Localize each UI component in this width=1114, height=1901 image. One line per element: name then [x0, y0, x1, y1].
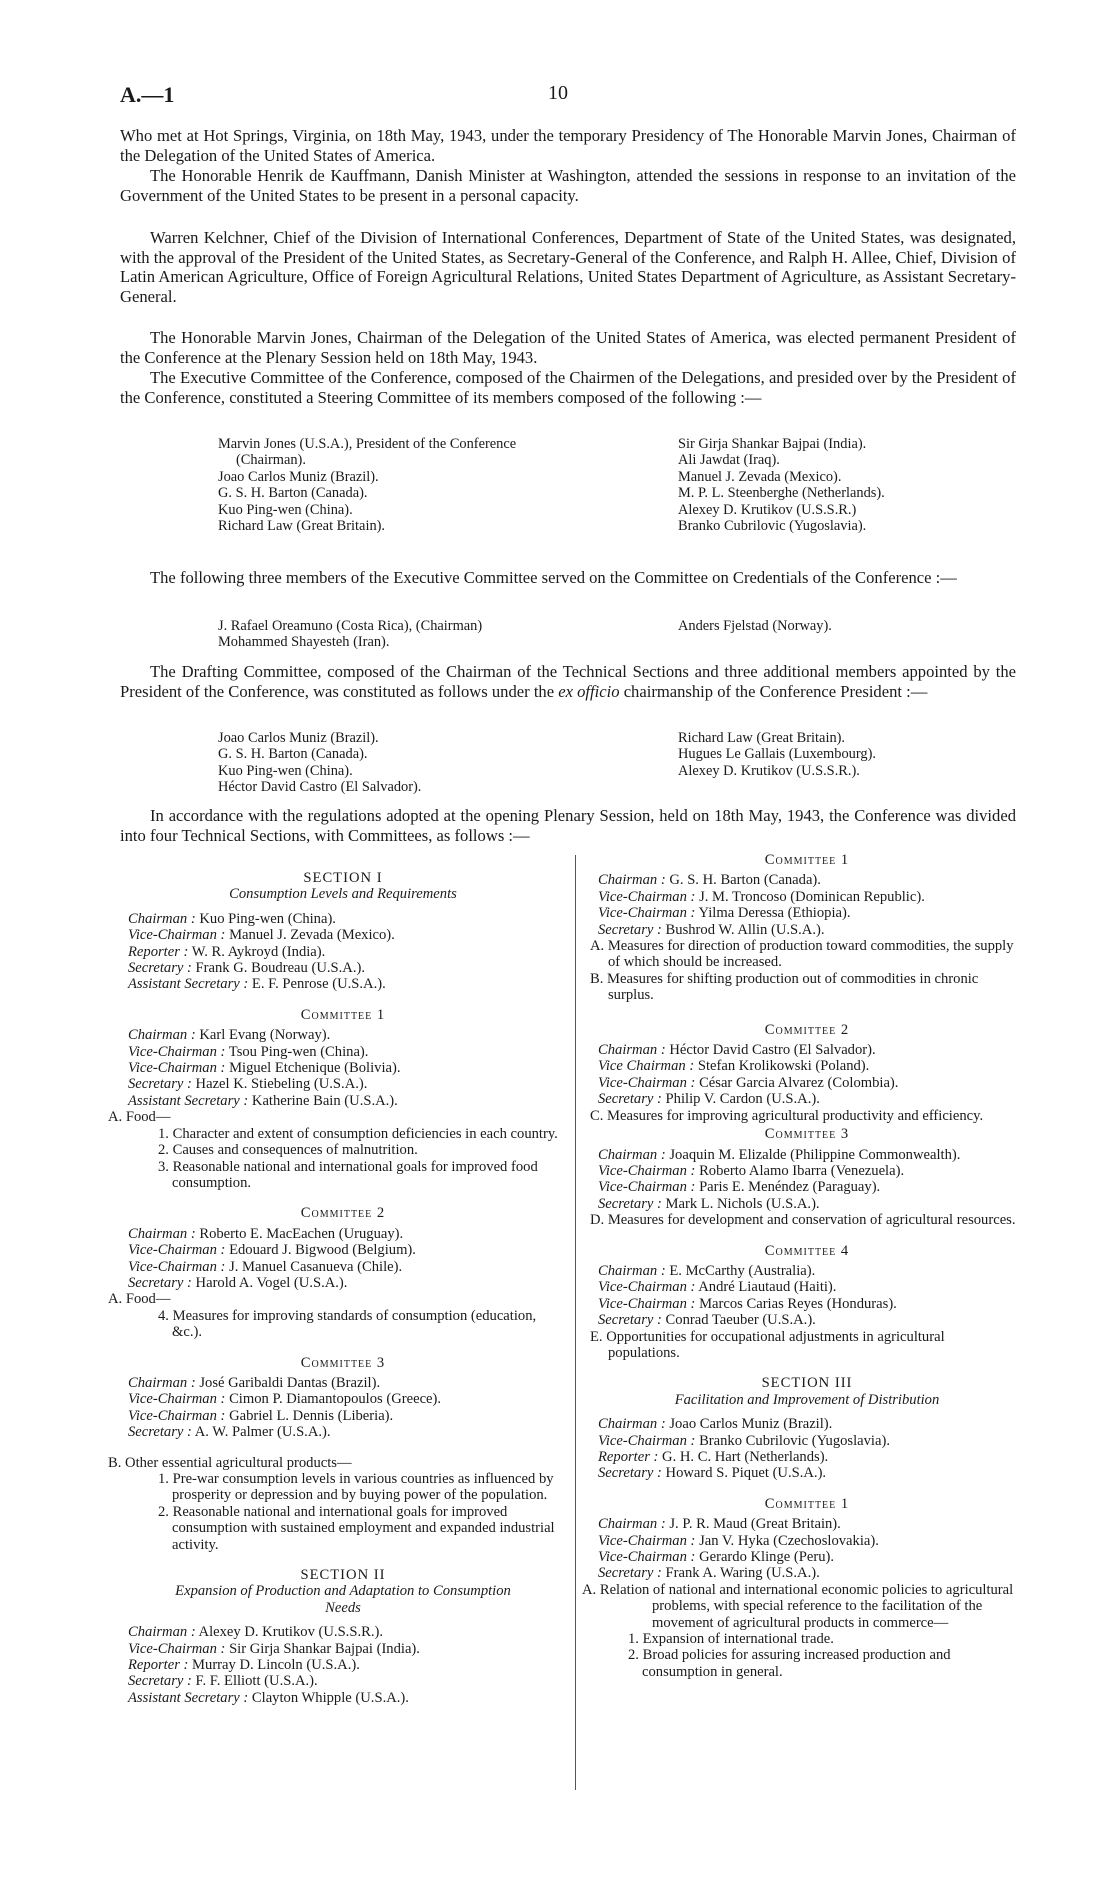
- officer-role: Vice-Chairman :: [128, 1242, 226, 1259]
- committee-title: Committee 2: [300, 1205, 386, 1222]
- committee-title: Committee 3: [764, 1126, 850, 1143]
- paragraph-president-elected: The Honorable Marvin Jones, Chairman of the Delegation of the United States of America, was elected permanent President of the Conference at the Plenary Session held on 18th May, 1943.: [120, 328, 1016, 367]
- committee-title: Committee 1: [764, 852, 850, 868]
- officer-line: [598, 1312, 1016, 1328]
- officer-role: Secretary :: [128, 1673, 192, 1690]
- officer-role: Reporter :: [598, 1449, 659, 1465]
- officer-name: Stefan Krolikowski (Poland).: [697, 1058, 870, 1075]
- officer-line: [598, 872, 1016, 888]
- officer-line: [128, 1624, 558, 1640]
- officer-line: [128, 1275, 558, 1291]
- officer-name: Clayton Whipple (U.S.A.).: [251, 1689, 409, 1706]
- officer-role: Chairman :: [598, 872, 666, 889]
- officer-name: F. F. Elliott (U.S.A.).: [195, 1673, 318, 1690]
- officer-name: Gerardo Klinge (Peru).: [699, 1549, 835, 1566]
- officer-role: Chairman :: [598, 1146, 666, 1163]
- committee-title: Committee 4: [764, 1242, 850, 1259]
- committee-title: Committee 2: [764, 1021, 850, 1038]
- officer-line: [598, 1179, 1016, 1195]
- officer-name: Sir Girja Shankar Bajpai (India).: [229, 1640, 420, 1657]
- officer-name: Joao Carlos Muniz (Brazil).: [669, 1416, 833, 1433]
- drafting-list-left: [218, 730, 421, 796]
- officer-line: [128, 976, 558, 992]
- list-item: G. S. H. Barton (Canada).: [218, 746, 368, 763]
- officer-name: A. W. Palmer (U.S.A.).: [194, 1424, 331, 1441]
- officer-line: [128, 1375, 558, 1391]
- officer-line: [598, 1516, 1016, 1532]
- list-item: Hugues Le Gallais (Luxembourg).: [678, 746, 876, 763]
- officer-role: Vice-Chairman :: [598, 1549, 696, 1566]
- officer-name: J. Manuel Casanueva (Chile).: [229, 1258, 403, 1275]
- officer-role: Secretary :: [128, 1424, 192, 1441]
- topic-item: 4. Measures for improving standards of consumption (education, &c.).: [158, 1307, 537, 1341]
- topic-item: 2. Broad policies for assuring increased production and consumption in general.: [628, 1647, 951, 1680]
- topic-item: A. Measures for direction of production toward commodities, the supply of which should be increased.: [590, 938, 1014, 971]
- document-section-code: A.—1: [120, 82, 175, 107]
- officer-name: Manuel J. Zevada (Mexico).: [229, 927, 395, 944]
- steering-list-right: [678, 436, 885, 534]
- officer-line: [128, 1391, 558, 1407]
- officer-line: [598, 1196, 1016, 1212]
- officer-line: [598, 889, 1016, 905]
- paragraph-credentials: The following three members of the Executive Committee served on the Committee on Credentials of the Conference :—: [150, 568, 957, 587]
- officer-role: Vice-Chairman :: [598, 905, 696, 922]
- topic-item: 1. Expansion of international trade.: [628, 1631, 834, 1648]
- list-item: J. Rafael Oreamuno (Costa Rica), (Chairman): [218, 618, 483, 634]
- committee-title: Committee 1: [764, 1495, 850, 1512]
- officer-role: Assistant Secretary :: [128, 976, 249, 993]
- officer-role: Chairman :: [598, 1516, 666, 1533]
- officer-role: Secretary :: [598, 1565, 662, 1582]
- officer-line: [598, 1296, 1016, 1312]
- officer-line: [128, 1641, 558, 1657]
- officer-line: [128, 1242, 558, 1258]
- officer-role: Secretary :: [598, 1465, 662, 1482]
- officer-name: Bushrod W. Allin (U.S.A.).: [665, 921, 825, 938]
- officer-line: [598, 1147, 1016, 1163]
- officer-line: [128, 1027, 558, 1043]
- officer-name: E. McCarthy (Australia).: [669, 1262, 816, 1279]
- officer-name: Joaquin M. Elizalde (Philippine Commonwealth).: [669, 1146, 961, 1163]
- officer-name: Kuo Ping-wen (China).: [199, 910, 336, 927]
- topic-item: E. Opportunities for occupational adjustments in agricultural populations.: [590, 1328, 945, 1361]
- section-title: SECTION I: [303, 870, 383, 886]
- paragraph-hot-springs: Who met at Hot Springs, Virginia, on 18th May, 1943, under the temporary Presidency of The Honorable Marvin Jones, Chairman of the Delegation of the United States of America.: [120, 126, 1016, 165]
- officer-role: Vice-Chairman :: [598, 1162, 696, 1179]
- officer-line: [598, 1465, 1016, 1481]
- officer-role: Chairman :: [598, 1416, 666, 1433]
- list-item: Ali Jawdat (Iraq).: [678, 452, 780, 469]
- officer-line: [598, 1279, 1016, 1295]
- officer-line: [598, 1416, 1016, 1432]
- officer-role: Vice-Chairman :: [128, 1391, 226, 1408]
- officer-line: [128, 1690, 558, 1706]
- officer-role: Assistant Secretary :: [128, 1092, 249, 1109]
- credentials-list-left: [218, 618, 482, 651]
- officer-name: W. R. Aykroyd (India).: [191, 943, 326, 960]
- topic-item: 1. Character and extent of consumption deficiencies in each country.: [158, 1125, 558, 1142]
- officer-name: Howard S. Piquet (U.S.A.).: [665, 1465, 827, 1482]
- officer-name: J. P. R. Maud (Great Britain).: [669, 1516, 841, 1533]
- officer-name: Frank G. Boudreau (U.S.A.).: [195, 960, 365, 977]
- officer-role: Secretary :: [598, 1195, 662, 1212]
- topic-letter: A. Food—: [108, 1109, 171, 1126]
- officer-role: Assistant Secretary :: [128, 1689, 249, 1706]
- list-item: Kuo Ping-wen (China).: [218, 501, 353, 518]
- officer-line: [128, 960, 558, 976]
- officer-role: Chairman :: [128, 1027, 196, 1044]
- officer-name: Katherine Bain (U.S.A.).: [251, 1092, 398, 1109]
- officer-role: Vice-Chairman :: [128, 1640, 226, 1657]
- officer-role: Reporter :: [128, 1657, 189, 1674]
- officer-line: [598, 1163, 1016, 1179]
- officer-name: J. M. Troncoso (Dominican Republic).: [699, 888, 925, 905]
- officer-name: G. S. H. Barton (Canada).: [669, 872, 821, 889]
- officer-role: Chairman :: [128, 910, 196, 927]
- topic-item: 3. Reasonable national and international goals for improved food consumption.: [158, 1158, 538, 1191]
- officer-role: Chairman :: [598, 1262, 666, 1279]
- column-divider: [575, 855, 576, 1790]
- list-item: G. S. H. Barton (Canada).: [218, 485, 368, 502]
- officer-name: Roberto E. MacEachen (Uruguay).: [199, 1225, 404, 1242]
- officer-name: Miguel Etchenique (Bolivia).: [229, 1060, 401, 1077]
- list-item: Joao Carlos Muniz (Brazil).: [218, 468, 379, 485]
- topic-item: 2. Causes and consequences of malnutrition.: [158, 1142, 418, 1159]
- list-item: Kuo Ping-wen (China).: [218, 762, 353, 779]
- list-item: Joao Carlos Muniz (Brazil).: [218, 730, 379, 746]
- list-item: Sir Girja Shankar Bajpai (India).: [678, 436, 867, 452]
- paragraph-technical-sections: In accordance with the regulations adopted at the opening Plenary Session, held on 18th May, 1943, the Conference was divided into four Technical Sections, with Committees, as follows :—: [120, 806, 1016, 845]
- officer-name: Cimon P. Diamantopoulos (Greece).: [229, 1391, 442, 1408]
- officer-role: Chairman :: [128, 1374, 196, 1391]
- officer-line: [598, 1091, 1016, 1107]
- officer-name: Paris E. Menéndez (Paraguay).: [699, 1179, 881, 1196]
- officer-line: [128, 927, 558, 943]
- officer-name: Mark L. Nichols (U.S.A.).: [665, 1195, 820, 1212]
- officer-role: Vice-Chairman :: [598, 888, 696, 905]
- officer-line: [598, 1058, 1016, 1074]
- officer-line: [128, 1093, 558, 1109]
- topic-letter: A. Food—: [108, 1291, 171, 1308]
- topic-item: D. Measures for development and conservation of agricultural resources.: [590, 1212, 1016, 1229]
- officer-line: [598, 1042, 1016, 1058]
- officer-role: Chairman :: [128, 1225, 196, 1242]
- officer-role: Secretary :: [598, 1091, 662, 1108]
- credentials-list-right: [678, 618, 832, 634]
- topic-item: C. Measures for improving agricultural productivity and efficiency.: [590, 1107, 984, 1124]
- topic-letter: A. Relation of national and international economic policies to agricultural problems, with special reference to the facilitation of the movement of agricultural products in commerce—: [582, 1581, 1014, 1631]
- officer-role: Vice-Chairman :: [598, 1179, 696, 1196]
- list-item: Alexey D. Krutikov (U.S.S.R.): [678, 501, 857, 518]
- list-item: Anders Fjelstad (Norway).: [678, 618, 832, 634]
- officer-role: Chairman :: [598, 1042, 666, 1059]
- officer-line: [598, 905, 1016, 921]
- officer-name: E. F. Penrose (U.S.A.).: [251, 976, 386, 993]
- officer-role: Secretary :: [598, 1312, 662, 1329]
- committee-title: Committee 3: [300, 1354, 386, 1371]
- list-item: Branko Cubrilovic (Yugoslavia).: [678, 518, 867, 535]
- list-item: Alexey D. Krutikov (U.S.S.R.).: [678, 762, 860, 779]
- officer-name: Tsou Ping-wen (China).: [228, 1043, 369, 1060]
- committee-title: Committee 1: [300, 1006, 386, 1023]
- officer-role: Reporter :: [128, 943, 189, 960]
- officer-line: [128, 1408, 558, 1424]
- officer-name: Jan V. Hyka (Czechoslovakia).: [699, 1532, 879, 1549]
- officer-name: Frank A. Waring (U.S.A.).: [665, 1565, 820, 1582]
- officer-line: [128, 911, 558, 927]
- officer-role: Vice-Chairman :: [598, 1432, 696, 1449]
- list-item: Richard Law (Great Britain).: [678, 730, 846, 746]
- drafting-tail: chairmanship of the Conference President :—: [623, 681, 928, 701]
- section-subtitle: Consumption Levels and Requirements: [229, 886, 457, 903]
- officer-line: [128, 1259, 558, 1275]
- drafting-list-right: [678, 730, 876, 779]
- officer-name: G. H. C. Hart (Netherlands).: [662, 1449, 829, 1465]
- section-title: SECTION III: [761, 1375, 853, 1392]
- officer-name: Hazel K. Stiebeling (U.S.A.).: [195, 1076, 368, 1093]
- officer-line: [598, 1433, 1016, 1449]
- list-item: Héctor David Castro (El Salvador).: [218, 779, 422, 796]
- officer-line: [598, 1075, 1016, 1091]
- drafting-text: The Drafting Committee, composed of the Chairman of the Technical Sections and three additional members appointed by the President of the Conference, was constituted as follows under the: [120, 662, 1016, 701]
- officer-line: [598, 1263, 1016, 1279]
- officer-role: Chairman :: [128, 1624, 196, 1641]
- officer-role: Vice-Chairman :: [598, 1074, 696, 1091]
- officer-name: Alexey D. Krutikov (U.S.S.R.).: [198, 1624, 383, 1641]
- drafting-italic: ex officio: [558, 681, 620, 701]
- officer-line: [128, 1060, 558, 1076]
- officer-role: Vice Chairman :: [598, 1058, 695, 1075]
- officer-line: [598, 1533, 1016, 1549]
- officer-name: Yilma Deressa (Ethiopia).: [698, 905, 851, 922]
- list-item: Manuel J. Zevada (Mexico).: [678, 468, 842, 485]
- officer-name: Conrad Taeuber (U.S.A.).: [665, 1312, 816, 1329]
- officer-role: Vice-Chairman :: [598, 1532, 696, 1549]
- officer-role: Secretary :: [598, 921, 662, 938]
- topic-letter: B. Other essential agricultural products—: [108, 1454, 352, 1471]
- section-title: SECTION II: [300, 1567, 386, 1584]
- paragraph-drafting-committee: [120, 662, 1016, 701]
- officer-role: Vice-Chairman :: [128, 927, 226, 944]
- officer-role: Vice-Chairman :: [598, 1279, 696, 1296]
- topic-item: 2. Reasonable national and international goals for improved consumption with sustained employment and expanded industrial activity.: [158, 1503, 555, 1553]
- page-number: 10: [548, 82, 568, 104]
- right-column: [582, 852, 1016, 1680]
- officer-name: André Liautaud (Haiti).: [698, 1279, 837, 1296]
- officer-name: Karl Evang (Norway).: [199, 1027, 331, 1044]
- officer-line: [598, 1449, 1016, 1465]
- officer-name: Harold A. Vogel (U.S.A.).: [195, 1274, 348, 1291]
- paragraph-executive-committee: The Executive Committee of the Conference, composed of the Chairmen of the Delegations, and presided over by the President of the Conference, constituted a Steering Committee of its members composed of the following :—: [120, 368, 1016, 407]
- officer-role: Secretary :: [128, 1076, 192, 1093]
- paragraph-kelchner: Warren Kelchner, Chief of the Division of International Conferences, Department of State of the United States, was designated, with the approval of the President of the United States, as Secretary-General of the Conference, and Ralph H. Allee, Chief, Division of Latin American Agriculture, Office of Foreign Agricultural Relations, United States Department of Agriculture, as Assistant Secretary-General.: [120, 228, 1016, 306]
- officer-line: [128, 1226, 558, 1242]
- list-item: Mohammed Shayesteh (Iran).: [218, 634, 390, 651]
- officer-name: Edouard J. Bigwood (Belgium).: [229, 1242, 416, 1259]
- officer-name: Branko Cubrilovic (Yugoslavia).: [699, 1432, 890, 1449]
- officer-line: [128, 1424, 558, 1440]
- officer-role: Vice-Chairman :: [128, 1060, 226, 1077]
- officer-role: Secretary :: [128, 1274, 192, 1291]
- section-subtitle: Facilitation and Improvement of Distribution: [674, 1391, 940, 1408]
- topic-item: 1. Pre-war consumption levels in various countries as influenced by prosperity or depression and by buying power of the population.: [158, 1471, 554, 1504]
- officer-role: Vice-Chairman :: [128, 1043, 226, 1060]
- officer-line: [128, 1673, 558, 1689]
- officer-role: Vice-Chairman :: [128, 1258, 226, 1275]
- topic-item: B. Measures for shifting production out of commodities in chronic surplus.: [590, 970, 979, 1004]
- officer-name: Philip V. Cardon (U.S.A.).: [665, 1091, 820, 1108]
- left-column: [108, 860, 558, 1706]
- section-subtitle: Expansion of Production and Adaptation to Consumption Needs: [175, 1583, 511, 1616]
- steering-list-left: [218, 436, 558, 534]
- officer-role: Vice-Chairman :: [128, 1407, 226, 1424]
- officer-name: José Garibaldi Dantas (Brazil).: [199, 1374, 381, 1391]
- officer-line: [128, 1657, 558, 1673]
- officer-line: [128, 944, 558, 960]
- officer-line: [598, 1565, 1016, 1581]
- officer-name: Gabriel L. Dennis (Liberia).: [229, 1407, 394, 1424]
- officer-role: Vice-Chairman :: [598, 1295, 696, 1312]
- list-item: Richard Law (Great Britain).: [218, 518, 386, 535]
- officer-line: [128, 1076, 558, 1092]
- officer-line: [128, 1044, 558, 1060]
- officer-name: Marcos Carias Reyes (Honduras).: [699, 1295, 897, 1312]
- list-item: Marvin Jones (U.S.A.), President of the Conference (Chairman).: [218, 436, 517, 469]
- officer-line: [598, 1549, 1016, 1565]
- officer-name: Héctor David Castro (El Salvador).: [669, 1042, 876, 1059]
- paragraph-kauffmann: The Honorable Henrik de Kauffmann, Danish Minister at Washington, attended the sessions in response to an invitation of the Government of the United States to be present in a personal capacity.: [120, 166, 1016, 205]
- list-item: M. P. L. Steenberghe (Netherlands).: [678, 485, 885, 502]
- officer-role: Secretary :: [128, 960, 192, 977]
- officer-name: Roberto Alamo Ibarra (Venezuela).: [699, 1162, 905, 1179]
- officer-line: [598, 922, 1016, 938]
- officer-name: César Garcia Alvarez (Colombia).: [699, 1074, 899, 1091]
- officer-name: Murray D. Lincoln (U.S.A.).: [192, 1657, 360, 1674]
